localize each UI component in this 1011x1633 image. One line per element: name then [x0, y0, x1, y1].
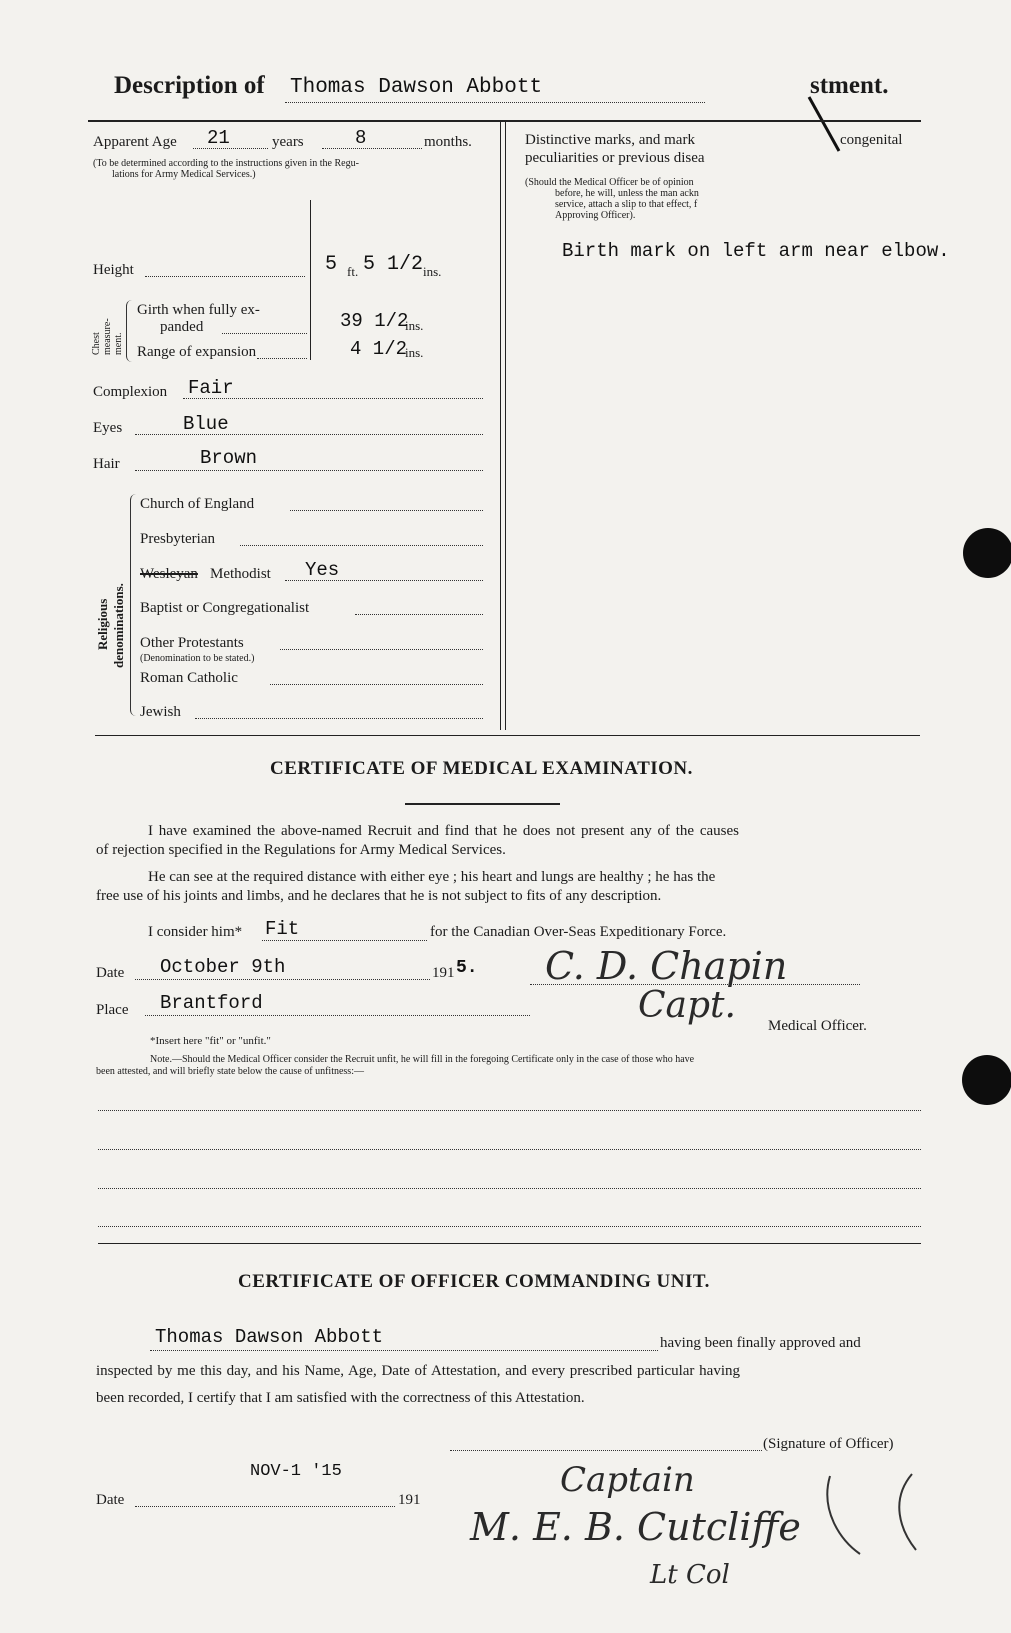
height-leader [145, 276, 305, 277]
religion-baptist-line [355, 614, 483, 615]
medical-officer-rank: Capt. [638, 985, 736, 1026]
marks-note-1: (Should the Medical Officer be of opinion [525, 177, 694, 188]
medical-date-label: Date [96, 965, 125, 981]
marks-label-1: Distinctive marks, and mark [525, 132, 695, 148]
marks-note-2: before, he will, unless the man ackn [555, 188, 699, 199]
marks-value: Birth mark on left arm near elbow. [562, 240, 950, 262]
range-label: Range of expansion [137, 344, 257, 360]
column-divider [500, 122, 501, 730]
religion-jewish: Jewish [140, 704, 181, 720]
medical-heading-rule [405, 803, 560, 805]
girth-leader [222, 333, 307, 334]
chest-brace [126, 300, 135, 362]
marks-label-2: peculiarities or previous disea [525, 150, 705, 166]
religion-other-protestants: Other Protestants [140, 635, 244, 651]
marks-note-4: Approving Officer). [555, 210, 636, 221]
medical-place-value: Brantford [160, 992, 263, 1014]
title-name-line [285, 102, 705, 103]
age-note-1: (To be determined according to the instructions given in the Regu- [93, 158, 359, 169]
religion-baptist: Baptist or Congregationalist [140, 600, 310, 616]
girth-unit: ins. [405, 318, 424, 333]
title-suffix: stment. [810, 72, 889, 99]
religion-label-1: Religious [95, 598, 110, 650]
commanding-date-label: Date [96, 1492, 125, 1508]
commanding-signature-extra: Lt Col [650, 1560, 730, 1590]
commanding-date-line [135, 1506, 395, 1507]
religion-methodist: Methodist [210, 566, 271, 582]
chest-label-1: Chest [91, 332, 102, 355]
unfitness-line-4 [98, 1226, 921, 1227]
age-months-line [322, 148, 422, 149]
medical-place-label: Place [96, 1002, 129, 1018]
height-ins-label: ins. [423, 264, 442, 279]
title-prefix: Description of [114, 72, 265, 99]
medical-para1-line1: I have examined the above-named Recruit and find that he does not present any of the causes [148, 823, 739, 839]
medical-para1-line2: of rejection specified in the Regulations for Army Medical Services. [96, 842, 506, 858]
eyes-label: Eyes [93, 420, 123, 436]
hair-value: Brown [200, 447, 258, 469]
medical-note-line1: Note.—Should the Medical Officer consider the Recruit unfit, he will fill in the foregoing Certificate only in the case of those who have [150, 1054, 695, 1065]
age-years-value: 21 [207, 127, 230, 149]
binder-hole-top [963, 528, 1011, 578]
measure-divider [310, 200, 311, 360]
binder-hole-bottom [962, 1055, 1011, 1105]
age-years-line [193, 148, 268, 149]
medical-insert-note: *Insert here "fit" or "unfit." [150, 1035, 271, 1047]
medical-note-line2: been attested, and will briefly state below the cause of unfitness:— [96, 1066, 364, 1077]
commanding-heading: CERTIFICATE OF OFFICER COMMANDING UNIT. [238, 1271, 710, 1292]
consider-value: Fit [265, 918, 300, 940]
medical-officer-label: Medical Officer. [768, 1018, 867, 1034]
column-divider-2 [505, 122, 506, 730]
religion-presbyterian: Presbyterian [140, 531, 215, 547]
commanding-name-line [150, 1350, 658, 1351]
commanding-signature-line [450, 1450, 762, 1451]
height-label: Height [93, 262, 134, 278]
years-label: years [272, 134, 304, 150]
religion-label-2: denominations. [111, 583, 126, 668]
medical-year-prefix: 191 [432, 965, 455, 981]
medical-officer-signature: C. D. Chapin [545, 944, 788, 988]
hair-label: Hair [93, 456, 120, 472]
height-ft-label: ft. [347, 264, 359, 279]
height-feet-value: 5 [325, 253, 338, 276]
consider-line [262, 940, 427, 941]
title-name: Thomas Dawson Abbott [290, 76, 543, 99]
eyes-line [135, 434, 483, 435]
religion-methodist-line [285, 580, 483, 581]
range-unit: ins. [405, 345, 424, 360]
section-rule-1 [95, 735, 920, 736]
medical-heading: CERTIFICATE OF MEDICAL EXAMINATION. [270, 758, 693, 779]
religion-wesleyan-struck: Wesleyan [140, 566, 198, 582]
commanding-signature-label: (Signature of Officer) [763, 1436, 894, 1452]
medical-para2-line2: free use of his joints and limbs, and he declares that he is not subject to fits of any description. [96, 888, 662, 904]
religion-roman-catholic: Roman Catholic [140, 670, 238, 686]
medical-date-value: October 9th [160, 956, 286, 978]
religion-presbyterian-line [240, 545, 483, 546]
religion-brace [130, 494, 139, 716]
commanding-date-stamp: NOV-1 '15 [250, 1462, 342, 1481]
medical-year-suffix: 5. [456, 958, 478, 978]
girth-value: 39 1/2 [340, 310, 409, 332]
age-months-value: 8 [355, 127, 367, 149]
unfitness-line-1 [98, 1110, 921, 1111]
marks-note-3: service, attach a slip to that effect, f [555, 199, 698, 210]
height-inches-value: 5 1/2 [363, 253, 424, 276]
chest-label-3: ment. [113, 332, 124, 355]
medical-place-line [145, 1015, 530, 1016]
religion-other-note: (Denomination to be stated.) [140, 653, 255, 664]
religion-coe-line [290, 510, 483, 511]
complexion-label: Complexion [93, 384, 168, 400]
commanding-line3: been recorded, I certify that I am satisfied with the correctness of this Attestation. [96, 1390, 585, 1406]
pen-mark [805, 95, 845, 155]
commanding-signature-name: M. E. B. Cutcliffe [470, 1505, 801, 1549]
girth-label-2: panded [160, 319, 204, 335]
religion-methodist-value: Yes [305, 559, 340, 581]
age-note-2: lations for Army Medical Services.) [112, 169, 256, 180]
commanding-signature-rank: Captain [560, 1460, 695, 1500]
marks-congenital: congenital [840, 132, 903, 148]
section-rule-2 [98, 1243, 921, 1244]
complexion-line [183, 398, 483, 399]
signature-flourish [820, 1470, 920, 1560]
eyes-value: Blue [183, 413, 229, 435]
complexion-value: Fair [188, 377, 234, 399]
commanding-line1-suffix: having been finally approved and [660, 1335, 861, 1351]
range-leader [257, 358, 307, 359]
commanding-year-prefix: 191 [398, 1492, 421, 1508]
chest-label-2: measure- [102, 318, 113, 355]
commanding-name-value: Thomas Dawson Abbott [155, 1326, 384, 1348]
months-label: months. [424, 134, 472, 150]
girth-label-1: Girth when fully ex- [137, 302, 260, 318]
medical-para2-line1: He can see at the required distance with either eye ; his heart and lungs are healthy ; he has the [148, 869, 716, 885]
consider-label: I consider him* [148, 924, 243, 940]
age-label: Apparent Age [93, 134, 177, 150]
religion-jewish-line [195, 718, 483, 719]
commanding-line2: inspected by me this day, and his Name, Age, Date of Attestation, and every prescribed particular having [96, 1363, 741, 1379]
hair-line [135, 470, 483, 471]
religion-other-line [280, 649, 483, 650]
range-value: 4 1/2 [350, 338, 408, 360]
religion-rc-line [270, 684, 483, 685]
religion-church-of-england: Church of England [140, 496, 255, 512]
consider-suffix: for the Canadian Over-Seas Expeditionary Force. [430, 924, 727, 940]
unfitness-line-3 [98, 1188, 921, 1189]
unfitness-line-2 [98, 1149, 921, 1150]
medical-date-line [135, 979, 430, 980]
